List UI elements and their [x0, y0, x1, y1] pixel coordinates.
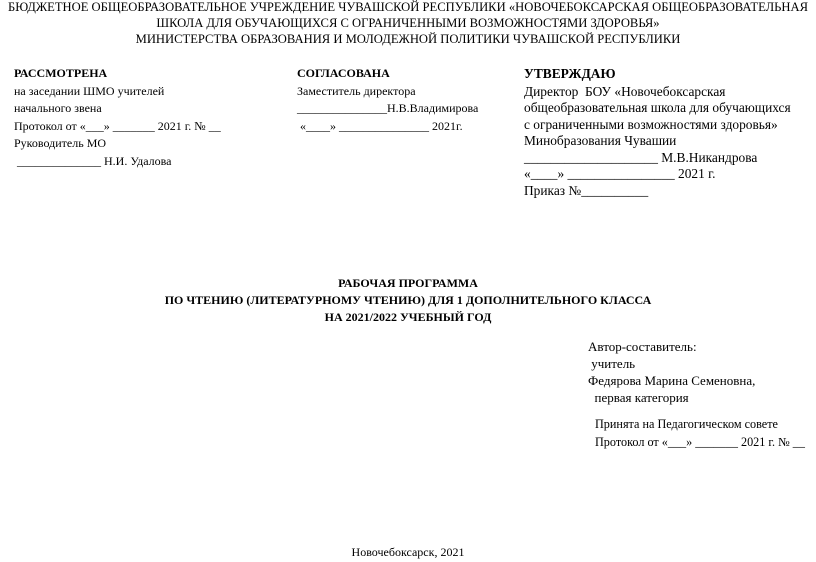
reviewed-block — [14, 65, 221, 170]
author-label: Автор-составитель: — [588, 339, 697, 354]
author-category: первая категория — [588, 390, 689, 405]
author-position: учитель — [588, 356, 636, 371]
program-subject: ПО ЧТЕНИЮ (ЛИТЕРАТУРНОМУ ЧТЕНИЮ) ДЛЯ 1 ДОПОЛНИТЕЛЬНОГО КЛАССА — [164, 293, 652, 307]
author-block — [588, 338, 755, 406]
agreed-line: Заместитель директора — [297, 83, 416, 98]
agreed-title: СОГЛАСОВАНА — [297, 66, 390, 80]
reviewed-line: на заседании ШМО учителей — [14, 83, 165, 98]
reviewed-title: РАССМОТРЕНА — [14, 66, 108, 80]
reviewed-line: Протокол от «___» _______ 2021 г. № __ — [14, 118, 221, 133]
approved-order: Приказ №__________ — [524, 182, 649, 198]
approved-line: общеобразовательная школа для обучающихся — [524, 100, 791, 115]
agreed-block — [297, 65, 478, 135]
agreed-signature: _______________Н.В.Владимирова — [297, 101, 479, 115]
approved-title: УТВЕРЖДАЮ — [524, 66, 616, 81]
header-line-1: БЮДЖЕТНОЕ ОБЩЕОБРАЗОВАТЕЛЬНОЕ УЧРЕЖДЕНИЕ ЧУВАШСКОЙ РЕСПУБЛИКИ «НОВОЧЕБОКСАРСКАЯ ОБЩЕОБРАЗОВАТЕЛЬНАЯ — [8, 0, 808, 14]
acceptance-block — [595, 416, 805, 451]
author-name: Федярова Марина Семеновна, — [588, 373, 756, 388]
reviewed-signature: ______________ Н.И. Удалова — [14, 153, 172, 168]
city-year: Новочебоксарск, 2021 — [351, 545, 465, 559]
program-year: НА 2021/2022 УЧЕБНЫЙ ГОД — [324, 310, 492, 324]
acceptance-line-1: Принята на Педагогическом совете — [595, 417, 778, 431]
approved-date: «____» ________________ 2021 г. — [524, 166, 716, 181]
reviewed-line: Руководитель МО — [14, 136, 107, 150]
header-line-2: ШКОЛА ДЛЯ ОБУЧАЮЩИХСЯ С ОГРАНИЧЕННЫМИ ВОЗМОЖНОСТЯМИ ЗДОРОВЬЯ» — [156, 16, 660, 30]
reviewed-line: начального звена — [14, 101, 102, 115]
program-title: РАБОЧАЯ ПРОГРАММА — [338, 276, 478, 290]
header-line-3: МИНИСТЕРСТВА ОБРАЗОВАНИЯ И МОЛОДЕЖНОЙ ПОЛИТИКИ ЧУВАШСКОЙ РЕСПУБЛИКИ — [135, 32, 681, 46]
approved-block — [524, 66, 791, 199]
approved-signature: ____________________ М.В.Никандрова — [524, 149, 758, 165]
agreed-date: «____» _______________ 2021г. — [297, 118, 463, 133]
approved-line: Директор БОУ «Новочебоксарская — [524, 83, 726, 99]
approved-line: с ограниченными возможностями здоровья» — [524, 116, 778, 132]
approved-line: Минобразования Чувашии — [524, 133, 677, 148]
acceptance-line-2: Протокол от «___» _______ 2021 г. № __ — [595, 434, 805, 449]
